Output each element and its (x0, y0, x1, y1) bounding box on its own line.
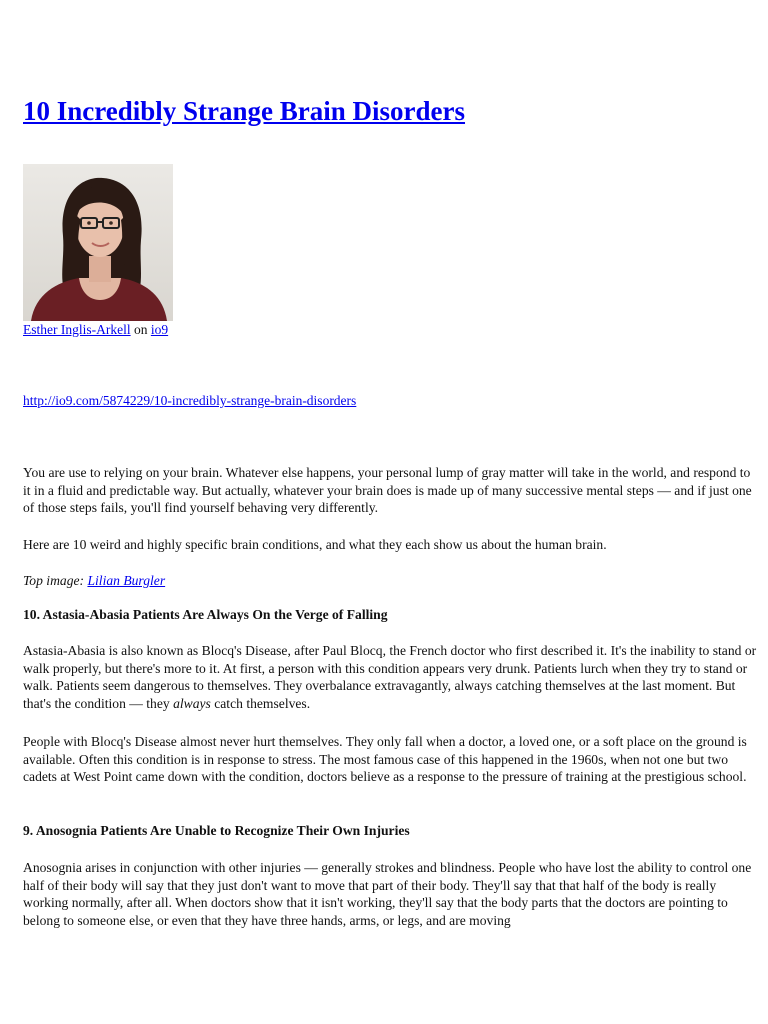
section-heading-10: 10. Astasia-Abasia Patients Are Always On the Verge of Falling (23, 607, 388, 622)
author-portrait-image (23, 164, 173, 321)
section-10-paragraph-1-text: Astasia-Abasia is also known as Blocq's Disease, after Paul Blocq, the French doctor who first described it. It's the inability to stand or walk properly, but there's more to it. At first, a person with this condition appears very drunk. Patients lurch when they try to stand or walk. Patients seem dangerous to themselves. They overbalance extravagantly, always catching themselves at the last moment. But that's the condition — they (23, 643, 757, 711)
top-image-credit-link[interactable]: Lilian Burgler (87, 573, 166, 588)
article-title (23, 94, 465, 128)
byline (23, 321, 168, 338)
section-10-paragraph-1 (23, 642, 758, 712)
author-link[interactable]: Esther Inglis-Arkell (23, 322, 131, 337)
section-10-paragraph-1-end: catch themselves. (210, 695, 311, 711)
top-image-label: Top image: (23, 573, 88, 588)
section-heading-9: 9. Anosognia Patients Are Unable to Recognize Their Own Injuries (23, 823, 410, 838)
source-url-link[interactable]: http://io9.com/5874229/10-incredibly-strange-brain-disorders (23, 393, 357, 408)
intro-paragraph-2: Here are 10 weird and highly specific brain conditions, and what they each show us about the human brain. (23, 537, 607, 552)
byline-separator: on (130, 322, 151, 337)
top-image-credit (23, 572, 758, 590)
intro-paragraph-1: You are use to relying on your brain. Whatever else happens, your personal lump of gray matter will take in the world, and respond to it in a fluid and predictable way. But actually, whatever your brain does is made up of many successive mental steps — and if just one of those steps fails, you'll find yourself behaving very differently. (23, 465, 752, 516)
article-title-link[interactable]: 10 Incredibly Strange Brain Disorders (23, 96, 466, 126)
site-link[interactable]: io9 (150, 322, 169, 337)
author-photo (23, 164, 173, 321)
section-10-paragraph-2: People with Blocq's Disease almost never hurt themselves. They only fall when a doctor, a loved one, or a soft place on the ground is available. Often this condition is in response to stress. The most famous case of this happened in the 1960s, when not one but two cadets at West Point came down with the condition, doctors believe as a response to the pressure of training at the prestigious school. (23, 734, 747, 785)
section-9-paragraph-1: Anosognia arises in conjunction with other injuries — generally strokes and blindness. People who have lost the ability to control one half of their body will say that they just don't want to move that part of their body. They'll say that that half of the body is really working normally, after all. When doctors show that it isn't working, they'll say that the body parts that the doctors are pointing to belong to someone else, or even that they have three hands, arms, or legs, and are moving (23, 860, 752, 928)
section-10-paragraph-1-emphasis: always (173, 695, 211, 711)
source-url (23, 392, 356, 409)
